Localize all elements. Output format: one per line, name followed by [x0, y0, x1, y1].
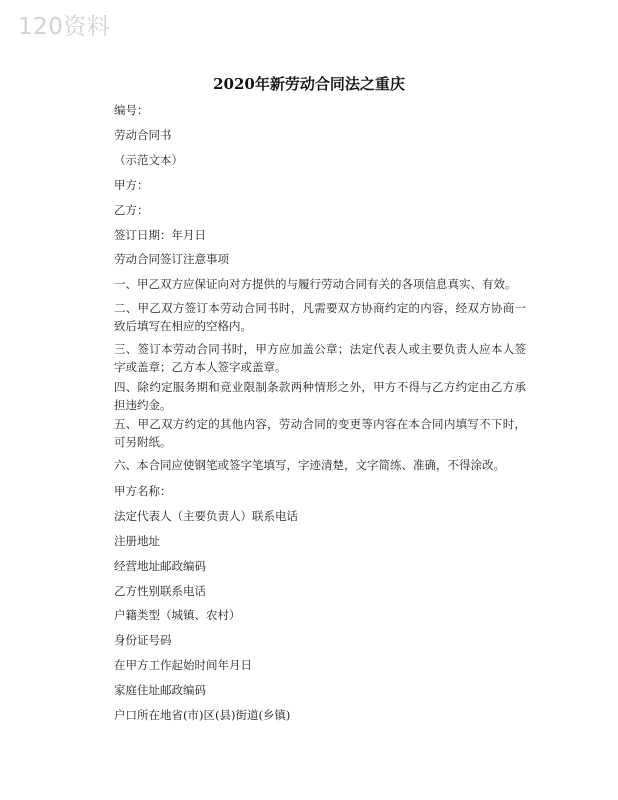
contract-number: 编号：	[114, 103, 149, 117]
document-title: 2020年新劳动合同法之重庆	[213, 75, 405, 93]
legal-representative: 法定代表人（主要负责人）联系电话	[114, 509, 298, 523]
start-date: 在甲方工作起始时间年月日	[114, 658, 252, 672]
household-location: 户口所在地省(市)区(县)街道(乡镇)	[114, 708, 291, 722]
business-address: 经营地址邮政编码	[114, 559, 206, 573]
household-type: 户籍类型（城镇、农村）	[114, 608, 241, 622]
home-address: 家庭住址邮政编码	[114, 683, 206, 697]
registered-address: 注册地址	[114, 534, 160, 548]
contract-name: 劳动合同书	[114, 128, 172, 142]
note-1: 一、甲乙双方应保证向对方提供的与履行劳动合同有关的各项信息真实、有效。	[114, 277, 517, 291]
party-b-gender: 乙方性别联系电话	[114, 584, 206, 598]
watermark-logo: 120资料	[18, 14, 111, 40]
sample-text-label: （示范文本）	[114, 153, 183, 167]
id-number: 身份证号码	[114, 633, 172, 647]
party-a-name: 甲方名称：	[114, 484, 172, 498]
note-4: 四、除约定服务期和竞业限制条款两种情形之外，甲方不得与乙方约定由乙方承担违约金。	[114, 380, 526, 412]
party-b: 乙方：	[114, 203, 149, 217]
note-2: 二、甲乙双方签订本劳动合同书时，凡需要双方协商约定的内容，经双方协商一致后填写在相应的空格内。	[114, 301, 526, 333]
notes-title: 劳动合同签订注意事项	[114, 252, 229, 266]
note-5: 五、甲乙双方约定的其他内容，劳动合同的变更等内容在本合同内填写不下时，可另附纸。	[114, 417, 526, 449]
note-6: 六、本合同应使钢笔或签字笔填写，字迹清楚，文字简练、准确，不得涂改。	[114, 458, 505, 472]
note-3: 三、签订本劳动合同书时，甲方应加盖公章；法定代表人或主要负责人应本人签字或盖章；乙方本人签字或盖章。	[114, 342, 526, 374]
party-a: 甲方：	[114, 178, 149, 192]
sign-date: 签订日期：年月日	[114, 228, 206, 242]
